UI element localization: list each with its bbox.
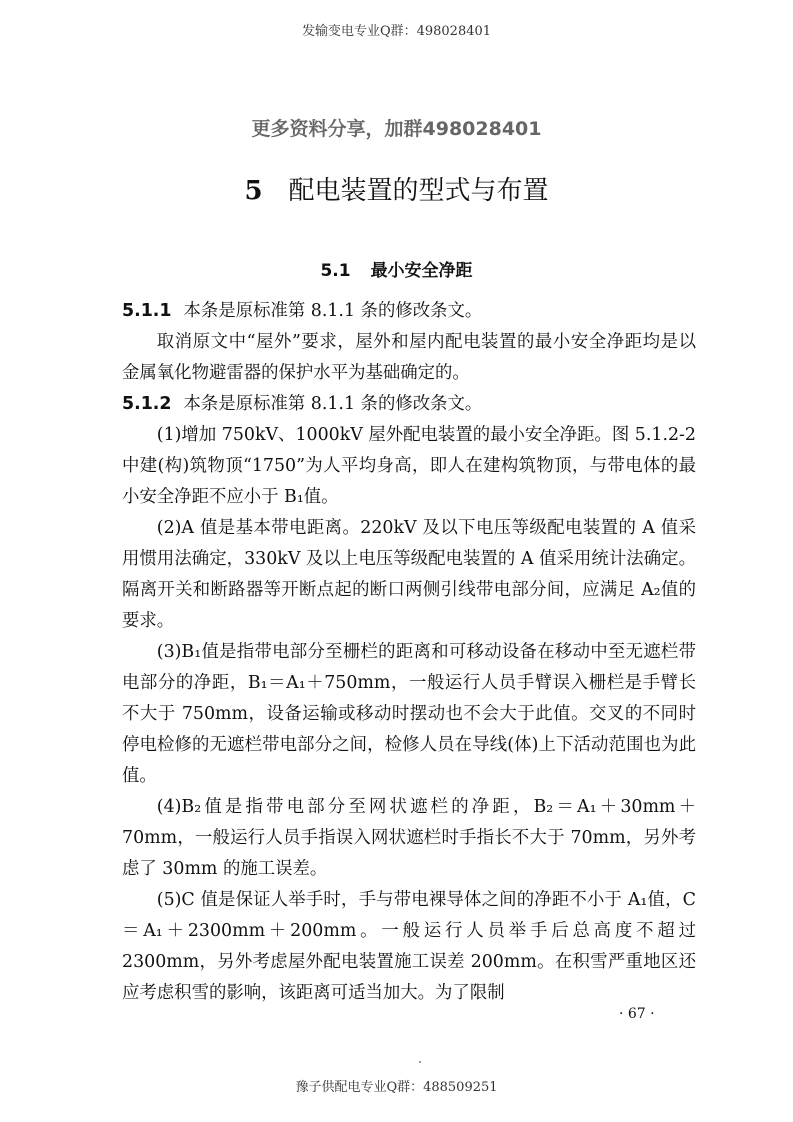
paragraph xyxy=(122,389,696,420)
paragraph: (5)C 值是保证人举手时，手与带电裸导体之间的净距不小于 A₁值，C＝A₁＋2300mm＋200mm。一般运行人员举手后总高度不超过 2300mm，另外考虑屋外配电装置施工误差 200mm。在积雪严重地区还应考虑积雪的影响，该距离可适当加大。为了限制 xyxy=(122,890,696,1003)
page-number: · 67 · xyxy=(619,1006,655,1022)
chapter-heading xyxy=(0,170,793,207)
paragraph-text: 本条是原标准第 8.1.1 条的修改条文。 xyxy=(183,301,483,321)
section-title: 最小安全净距 xyxy=(370,261,473,281)
paragraph: (3)B₁值是指带电部分至栅栏的距离和可移动设备在移动中至无遮栏带电部分的净距，B₁＝A₁＋750mm，一般运行人员手臂误入栅栏是手臂长不大于 750mm，设备运输或移动时摆动也不会大于此值。交叉的不同时停电检修的无遮栏带电部分之间，检修人员在导线(体)上下活动范围也为此值。 xyxy=(122,642,696,786)
clause-number: 5.1.1 xyxy=(122,301,172,321)
chapter-number: 5 xyxy=(244,176,263,206)
paragraph: (1)增加 750kV、1000kV 屋外配电装置的最小安全净距。图 5.1.2-2 中建(构)筑物顶“1750”为人平均身高，即人在建构筑物顶，与带电体的最小安全净距不应小于 B₁值。 xyxy=(122,425,696,507)
paragraph-text: 本条是原标准第 8.1.1 条的修改条文。 xyxy=(183,394,483,414)
chapter-title: 配电装置的型式与布置 xyxy=(288,176,549,206)
scan-speck xyxy=(419,1061,421,1063)
paragraph: 取消原文中“屋外”要求，屋外和屋内配电装置的最小安全净距均是以金属氧化物避雷器的保护水平为基础确定的。 xyxy=(122,332,696,383)
body-text xyxy=(122,296,696,1009)
footer-watermark: 豫子供配电专业Q群：488509251 xyxy=(295,1080,498,1095)
paragraph xyxy=(122,296,696,327)
section-number: 5.1 xyxy=(320,261,351,281)
header-watermark: 发输变电专业Q群：498028401 xyxy=(301,24,492,39)
paragraph: (4)B₂值是指带电部分至网状遮栏的净距，B₂＝A₁＋30mm＋70mm，一般运行人员手指误入网状遮栏时手指长不大于 70mm，另外考虑了 30mm 的施工误差。 xyxy=(122,797,696,879)
promo-banner: 更多资料分享，加群498028401 xyxy=(251,118,542,140)
paragraph: (2)A 值是基本带电距离。220kV 及以下电压等级配电装置的 A 值采用惯用法确定，330kV 及以上电压等级配电装置的 A 值采用统计法确定。隔离开关和断路器等开断点起的断口两侧引线带电部分间，应满足 A₂值的要求。 xyxy=(122,518,696,631)
clause-number: 5.1.2 xyxy=(122,394,172,414)
section-heading xyxy=(0,256,793,281)
